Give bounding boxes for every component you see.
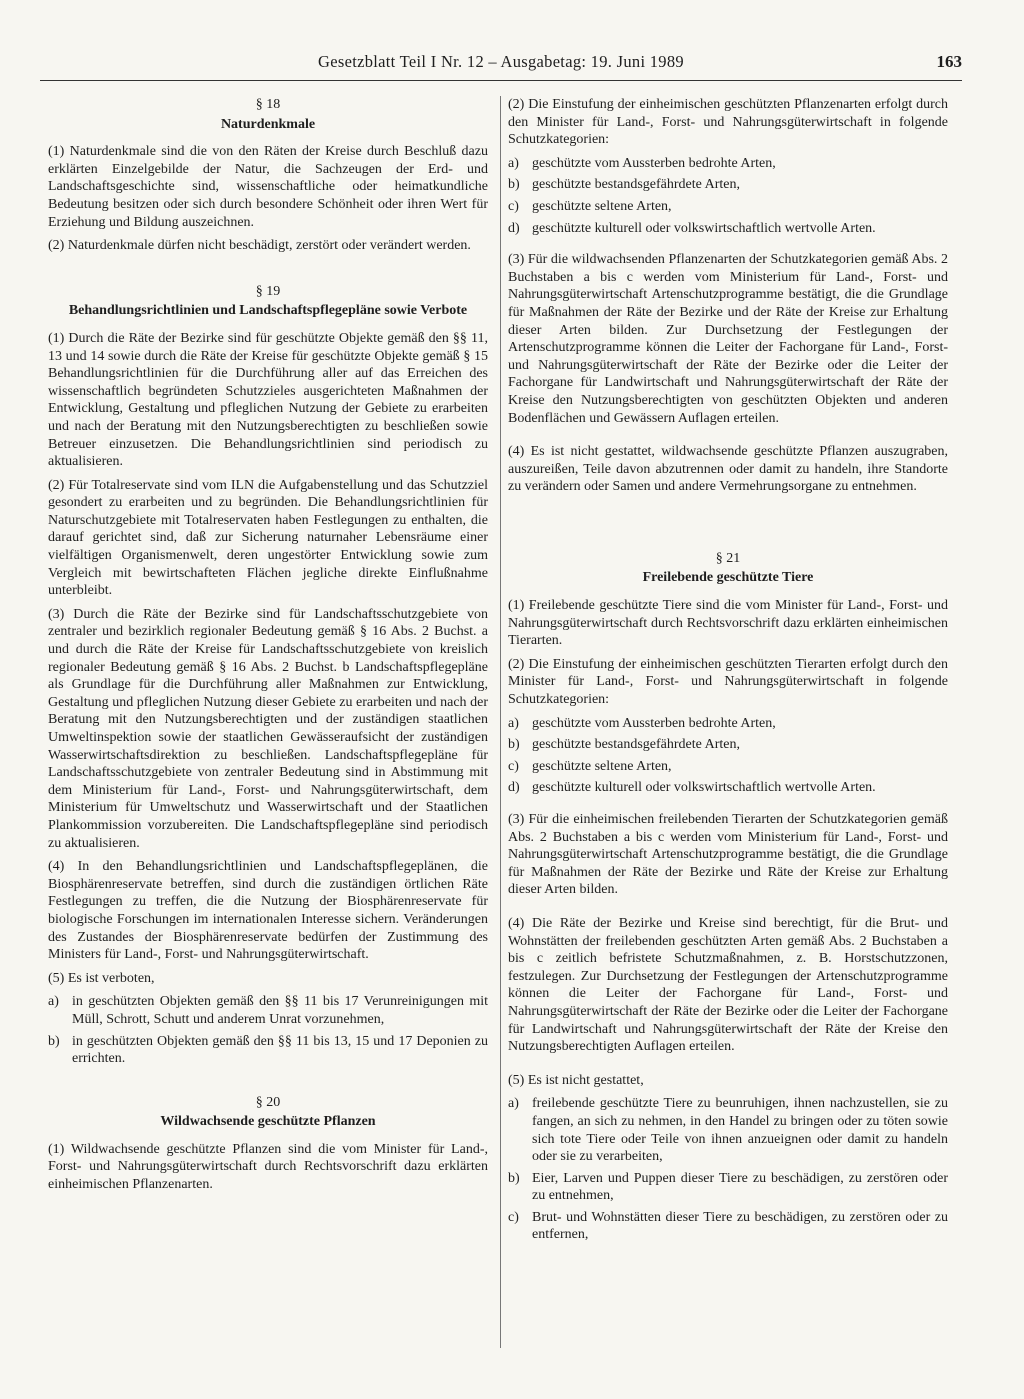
list-text: geschützte seltene Arten, — [532, 198, 672, 214]
list-label: b) — [508, 1170, 520, 1186]
list-item — [508, 1095, 948, 1165]
list-item — [508, 220, 948, 238]
paragraph: (1) Naturdenkmale sind die von den Räten der Kreise durch Beschluß dazu erklärten Einzelgebilde der Natur, die Sachzeugen der Erd- und Landschaftsgeschichte sind, wissenschaftliche oder heimatkundliche Bedeutung besitzen oder sich durch besondere Schönheit oder ihren Wert für Erziehung und Bildung auszeichnen. — [48, 144, 488, 230]
paragraph: (1) Freilebende geschützte Tiere sind die vom Minister für Land-, Forst- und Nahrungsgüterwirtschaft durch Rechtsvorschrift dazu erklärten einheimischen Tierarten. — [508, 598, 948, 649]
header-title: Gesetzblatt Teil I Nr. 12 – Ausgabetag: 19. Juni 1989 — [318, 52, 684, 71]
page-header — [40, 52, 962, 81]
paragraph: (3) Für die wildwachsenden Pflanzenarten der Schutzkategorien gemäß Abs. 2 Buchstaben a bis c werden vom Ministerium für Land-, Forst- und Nahrungsgüterwirtschaft Artenschutzprogramme bestätigt, die die Grundlage für Maßnahmen der Räte der Bezirke und der Räte der Kreise zur Erhaltung dieser Arten bilden. Zur Durchsetzung der Festlegungen der Artenschutzprogramme können die Leiter der Fachorgane für Land-, Forst- und Nahrungsgüterwirtschaft der Räte der Bezirke oder die Leiter der Fachorgane für Landwirtschaft und Nahrungsgüterwirtschaft der Räte der Kreise den Nutzungsberechtigten von geschützten Objekten und anderen Bodenflächen und Gewässern Auflagen erteilen. — [508, 252, 948, 426]
list-text: geschützte kulturell oder volkswirtschaftlich wertvolle Arten. — [532, 220, 876, 236]
list-item — [508, 715, 948, 733]
list-item — [508, 758, 948, 776]
list-item — [508, 198, 948, 216]
paragraph: (4) In den Behandlungsrichtlinien und Landschaftspflegeplänen, die Biosphärenreservate betreffen, sind durch die zuständigen örtlichen Räte Festlegungen zu treffen, die die Nutzung der Biosphärenreservate für biologische Forschungen im internationalen Interesse sichern. Veränderungen des Zustandes der Biosphärenreservate bedürfen der Zustimmung des Ministers für Land-, Forst- und Nahrungsgüterwirtschaft. — [48, 859, 488, 963]
paragraph: (1) Durch die Räte der Bezirke sind für geschützte Objekte gemäß den §§ 11, 13 und 14 sowie durch die Räte der Kreise für geschützte Objekte gemäß § 15 Behandlungsrichtlinien für die Durchführung aller auf das Erreichen des wissenschaftlich begründeten Schutzzieles ausgerichteten Maßnahmen der Entwicklung, Gestaltung und pfleglichen Nutzung der Gebiete zu erarbeiten und nach der Beratung mit den Nutzungsberechtigten zu beschließen sowie Betreuer einzusetzen. Die Behandlungsrichtlinien sind periodisch zu aktualisieren. — [48, 330, 488, 470]
list-text: freilebende geschützte Tiere zu beunruhigen, ihnen nachzustellen, sie zu fangen, an sich zu nehmen, in den Handel zu bringen oder zu töten sowie sich tote Tiere oder Teile von ihnen anzueignen oder damit zu handeln oder sie zu verarbeiten, — [532, 1096, 948, 1165]
list-text: geschützte bestandsgefährdete Arten, — [532, 737, 740, 753]
page-number: 163 — [936, 52, 962, 71]
list-text: geschützte kulturell oder volkswirtschaftlich wertvolle Arten. — [532, 780, 876, 796]
section-title: Freilebende geschützte Tiere — [642, 570, 814, 586]
list-item — [508, 779, 948, 797]
list-item — [508, 155, 948, 173]
paragraph: (5) Es ist verboten, — [48, 970, 155, 986]
list-label: b) — [508, 177, 520, 193]
section-number: § 21 — [715, 550, 741, 566]
left-column — [48, 96, 488, 1200]
section-number: § 19 — [255, 283, 281, 299]
column-divider — [500, 96, 501, 1348]
paragraph: (4) Die Räte der Bezirke und Kreise sind berechtigt, für die Brut- und Wohnstätten der freilebenden geschützten Arten gemäß Abs. 2 Buchstaben a bis c zeitlich befristete Schutzmaßnahmen, z. B. Horstschutzzonen, festzulegen. Zur Durchsetzung der Festlegungen der Artenschutzprogramme können die Leiter der Fachorgane für Land-, Forst- und Nahrungsgüterwirtschaft der Räte der Bezirke oder die Leiter der Fachorgane für Landwirtschaft und Nahrungsgüterwirtschaft der Räte der Kreise den Nutzungsberechtigten Auflagen erteilen. — [508, 915, 948, 1055]
list-label: a) — [508, 1096, 519, 1112]
paragraph: (2) Die Einstufung der einheimischen geschützten Pflanzenarten erfolgt durch den Minister für Land-, Forst- und Nahrungsgüterwirtschaft in folgende Schutzkategorien: — [508, 97, 948, 148]
list-text: Brut- und Wohnstätten dieser Tiere zu beschädigen, zu zerstören oder zu entfernen, — [532, 1209, 948, 1243]
list-label: b) — [508, 737, 520, 753]
list-text: geschützte vom Aussterben bedrohte Arten, — [532, 715, 776, 731]
list-item — [48, 1033, 488, 1068]
list-text: geschützte vom Aussterben bedrohte Arten, — [532, 155, 776, 171]
list-item — [48, 993, 488, 1028]
list-item — [508, 1209, 948, 1244]
list-label: c) — [508, 758, 519, 774]
list-text: in geschützten Objekten gemäß den §§ 11 bis 17 Verunreinigungen mit Müll, Schrott, Schutt und anderem Unrat vorzunehmen, — [72, 994, 488, 1027]
paragraph: (3) Für die einheimischen freilebenden Tierarten der Schutzkategorien gemäß Abs. 2 Buchstaben a bis c werden vom Ministerium für Land-, Forst- und Nahrungsgüterwirtschaft Artenschutzprogramme bestätigt, die die Grundlage für Maßnahmen der Räte der Bezirke und Räte der Kreise zur Erhaltung dieser Arten bilden. — [508, 812, 948, 898]
paragraph: (2) Die Einstufung der einheimischen geschützten Tierarten erfolgt durch den Minister für Land-, Forst- und Nahrungsgüterwirtschaft in folgende Schutzkategorien: — [508, 656, 948, 708]
list-label: d) — [508, 220, 520, 236]
section-title: Behandlungsrichtlinien und Landschaftspflegepläne sowie Verbote — [68, 303, 468, 319]
list-text: geschützte seltene Arten, — [532, 758, 672, 774]
list-item — [508, 1170, 948, 1205]
list-label: b) — [48, 1033, 60, 1049]
paragraph: (4) Es ist nicht gestattet, wildwachsende geschützte Pflanzen auszugraben, auszureißen, Teile davon abzutrennen oder damit zu handeln, ihre Standorte zu verändern oder Samen und andere Vermehrungsorgane zu entnehmen. — [508, 444, 948, 495]
section-title: Wildwachsende geschützte Pflanzen — [160, 1114, 376, 1130]
right-column — [508, 96, 948, 1248]
list-label: a) — [508, 155, 519, 171]
list-text: in geschützten Objekten gemäß den §§ 11 bis 13, 15 und 17 Deponien zu errichten. — [72, 1033, 488, 1067]
paragraph: (2) Naturdenkmale dürfen nicht beschädigt, zerstört oder verändert werden. — [48, 238, 471, 254]
section-number: § 20 — [255, 1094, 281, 1110]
section-number: § 18 — [255, 97, 281, 112]
paragraph: (5) Es ist nicht gestattet, — [508, 1072, 644, 1088]
list-label: a) — [48, 994, 59, 1010]
list-label: c) — [508, 198, 519, 214]
paragraph: (3) Durch die Räte der Bezirke sind für Landschaftsschutzgebiete von zentraler und bezirklich regionaler Bedeutung gemäß § 16 Abs. 2 Buchst. a und durch die Räte der Kreise für Landschaftsschutzgebiete von kreislich regionaler Bedeutung gemäß § 16 Abs. 2 Buchst. b Landschaftspflegepläne als Grundlage für die Durchführung aller Maßnahmen zur Entwicklung, Gestaltung und pfleglichen Nutzung dieser Gebiete zu erarbeiten und nach der Beratung mit den Nutzungsberechtigten und der zuständigen staatlichen Umweltinspektion sowie der staatlichen Gewässeraufsicht der zuständigen Wasserwirtschaftsdirektion zu beschließen. Landschaftspflegepläne für Landschaftsschutzgebiete von zentraler Bedeutung sind in Abstimmung mit dem Ministerium für Land-, Forst- und Nahrungsgüterwirtschaft, dem Ministerium für Umweltschutz und Wasserwirtschaft und der Staatlichen Plankommission vorzubereiten. Die Landschaftspflegepläne sind periodisch zu aktualisieren. — [48, 606, 488, 851]
list-text: geschützte bestandsgefährdete Arten, — [532, 177, 740, 193]
list-item — [508, 176, 948, 194]
list-text: Eier, Larven und Puppen dieser Tiere zu beschädigen, zu zerstören oder zu entnehmen, — [532, 1170, 948, 1204]
paragraph: (1) Wildwachsende geschützte Pflanzen sind die vom Minister für Land-, Forst- und Nahrungsgüterwirtschaft durch Rechtsvorschrift dazu erklärten einheimischen Pflanzenarten. — [48, 1141, 488, 1193]
section-title: Naturdenkmale — [220, 116, 316, 132]
list-item — [508, 736, 948, 754]
list-label: a) — [508, 715, 519, 731]
list-label: c) — [508, 1209, 519, 1225]
paragraph: (2) Für Totalreservate sind vom ILN die Aufgabenstellung und das Schutzziel gesondert zu erarbeiten und zu begründen. Die Behandlungsrichtlinien für Naturschutzgebiete mit Totalreservaten haben Festlegungen zu enthalten, die darauf gerichtet sind, daß zur Sicherung naturnaher Lebensräume einer vielfältigen Organismenwelt, deren ungestörter Entwicklung sowie zum Vergleich mit bewirtschafteten Flächen jegliche direkte Einflußnahme unterbleibt. — [48, 477, 488, 599]
list-label: d) — [508, 780, 520, 796]
